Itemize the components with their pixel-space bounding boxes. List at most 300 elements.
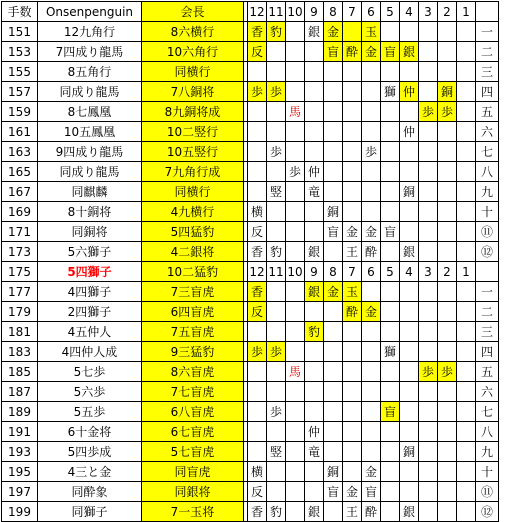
player1-move: 5六獅子 <box>38 242 142 262</box>
board-square <box>343 102 362 122</box>
board-square <box>343 342 362 362</box>
board-square: 銀 <box>400 42 419 62</box>
rank-header <box>476 262 499 282</box>
move-row <box>2 202 499 222</box>
board-square <box>381 322 400 342</box>
board-square <box>457 362 476 382</box>
board-square: 歩 <box>286 162 305 182</box>
rank-label: 五 <box>476 102 499 122</box>
rank-label: 五 <box>476 362 499 382</box>
board-square <box>305 102 324 122</box>
board-square <box>305 462 324 482</box>
board-square: 横 <box>248 202 267 222</box>
board-square: 反 <box>248 302 267 322</box>
board-square: 歩 <box>438 362 457 382</box>
player2-move: 7五盲虎 <box>142 322 244 342</box>
file-label: 1 <box>457 2 476 22</box>
board-square <box>419 282 438 302</box>
move-number: 163 <box>2 142 38 162</box>
board-square <box>362 342 381 362</box>
board-square <box>305 222 324 242</box>
rank-label: 三 <box>476 62 499 82</box>
board-square: 馬 <box>286 102 305 122</box>
board-square: 銀 <box>305 22 324 42</box>
board-square: 仲 <box>400 122 419 142</box>
board-square <box>419 442 438 462</box>
player1-move: 12九角行 <box>38 22 142 42</box>
file-label: 9 <box>305 2 324 22</box>
move-number: 183 <box>2 342 38 362</box>
board-square <box>400 422 419 442</box>
player1-move: 同成り龍馬 <box>38 162 142 182</box>
board-square <box>324 442 343 462</box>
board-square <box>305 482 324 502</box>
board-square <box>286 442 305 462</box>
board-square: 盲 <box>381 42 400 62</box>
board-square: 竪 <box>267 442 286 462</box>
board-square <box>267 462 286 482</box>
board-square <box>400 142 419 162</box>
board-square: 銀 <box>305 242 324 262</box>
rank-label: 八 <box>476 162 499 182</box>
board-square: 王 <box>343 502 362 522</box>
board-square <box>457 302 476 322</box>
file-label: 1 <box>457 262 476 282</box>
board-square <box>305 302 324 322</box>
board-square <box>457 322 476 342</box>
kifu-table <box>1 1 499 522</box>
board-square <box>324 242 343 262</box>
board-square: 馬 <box>286 362 305 382</box>
board-square: 酔 <box>362 242 381 262</box>
board-square <box>343 182 362 202</box>
file-label: 11 <box>267 262 286 282</box>
move-number: 165 <box>2 162 38 182</box>
board-square <box>248 142 267 162</box>
board-square <box>438 402 457 422</box>
board-square <box>419 342 438 362</box>
board-square <box>267 162 286 182</box>
board-square: 歩 <box>248 82 267 102</box>
board-square <box>362 322 381 342</box>
board-square <box>381 362 400 382</box>
file-label: 5 <box>381 262 400 282</box>
move-row <box>2 362 499 382</box>
board-square <box>400 402 419 422</box>
board-square: 獅 <box>381 82 400 102</box>
board-square <box>362 382 381 402</box>
board-square <box>381 182 400 202</box>
board-square: 歩 <box>267 82 286 102</box>
file-label: 11 <box>267 2 286 22</box>
board-square <box>362 62 381 82</box>
board-square <box>457 42 476 62</box>
player2-move: 同銀将 <box>142 482 244 502</box>
board-square <box>381 142 400 162</box>
board-square: 歩 <box>362 142 381 162</box>
board-square <box>324 422 343 442</box>
player1-move: 9四成り龍馬 <box>38 142 142 162</box>
move-row <box>2 422 499 442</box>
board-square: 盲 <box>381 402 400 422</box>
board-square: 竜 <box>305 442 324 462</box>
move-row <box>2 142 499 162</box>
board-square: 歩 <box>438 102 457 122</box>
file-label: 3 <box>419 262 438 282</box>
player2-move: 同横行 <box>142 62 244 82</box>
board-square <box>248 102 267 122</box>
rank-label: 八 <box>476 422 499 442</box>
move-number: 179 <box>2 302 38 322</box>
board-square <box>324 322 343 342</box>
board-square: 横 <box>248 462 267 482</box>
player2-move: 7九角行成 <box>142 162 244 182</box>
board-square <box>438 202 457 222</box>
rank-label: 十 <box>476 462 499 482</box>
player1-move: 8十銅将 <box>38 202 142 222</box>
board-square <box>248 422 267 442</box>
board-square <box>248 442 267 462</box>
board-square <box>286 282 305 302</box>
board-square <box>248 162 267 182</box>
board-square <box>419 202 438 222</box>
board-square: 反 <box>248 222 267 242</box>
rank-label: 四 <box>476 82 499 102</box>
board-square <box>457 62 476 82</box>
rank-label: 四 <box>476 342 499 362</box>
player1-move: 同銅将 <box>38 222 142 242</box>
board-square <box>305 82 324 102</box>
player1-move: 8七鳳凰 <box>38 102 142 122</box>
board-square <box>457 342 476 362</box>
board-square: 銅 <box>400 442 419 462</box>
move-row <box>2 82 499 102</box>
board-square <box>343 62 362 82</box>
board-square: 銅 <box>324 462 343 482</box>
board-square <box>286 122 305 142</box>
file-label: 4 <box>400 2 419 22</box>
board-square: 金 <box>343 222 362 242</box>
player1-move: 同酔象 <box>38 482 142 502</box>
board-square <box>400 322 419 342</box>
board-square <box>438 422 457 442</box>
player2-move: 7三盲虎 <box>142 282 244 302</box>
board-square <box>381 22 400 42</box>
board-square <box>267 302 286 322</box>
board-square: 玉 <box>343 282 362 302</box>
board-square <box>419 302 438 322</box>
board-square <box>286 382 305 402</box>
file-label: 3 <box>419 2 438 22</box>
move-row <box>2 162 499 182</box>
player2-move: 9三猛豹 <box>142 342 244 362</box>
board-square <box>419 482 438 502</box>
board-square: 銅 <box>438 82 457 102</box>
board-square <box>457 122 476 142</box>
player2-move: 同盲虎 <box>142 462 244 482</box>
board-square <box>267 62 286 82</box>
board-square: 盲 <box>362 482 381 502</box>
move-number: 197 <box>2 482 38 502</box>
move-row <box>2 462 499 482</box>
board-square <box>267 322 286 342</box>
player2-move: 4二銀将 <box>142 242 244 262</box>
board-square <box>267 362 286 382</box>
move-number: 167 <box>2 182 38 202</box>
player1-move: 2四獅子 <box>38 302 142 322</box>
board-square <box>438 342 457 362</box>
board-square <box>457 442 476 462</box>
file-label: 5 <box>381 2 400 22</box>
file-label: 8 <box>324 262 343 282</box>
board-square: 銅 <box>400 182 419 202</box>
move-row <box>2 482 499 502</box>
board-square: 盲 <box>324 222 343 242</box>
board-square <box>419 242 438 262</box>
file-label: 2 <box>438 262 457 282</box>
board-square <box>286 302 305 322</box>
board-square <box>400 482 419 502</box>
board-square <box>343 162 362 182</box>
board-square <box>438 282 457 302</box>
board-square: 金 <box>343 482 362 502</box>
board-square <box>324 402 343 422</box>
board-square: 仲 <box>305 162 324 182</box>
board-square <box>419 122 438 142</box>
move-number: 155 <box>2 62 38 82</box>
board-square: 竜 <box>305 182 324 202</box>
player1-move: 4三と金 <box>38 462 142 482</box>
board-square <box>248 382 267 402</box>
board-square <box>381 122 400 142</box>
player1-move: 同成り龍馬 <box>38 82 142 102</box>
board-square <box>305 362 324 382</box>
board-square <box>438 222 457 242</box>
board-square <box>248 122 267 142</box>
board-square <box>324 122 343 142</box>
file-label: 10 <box>286 262 305 282</box>
board-square <box>362 122 381 142</box>
rank-header <box>476 2 499 22</box>
player1-move: 6十金将 <box>38 422 142 442</box>
board-square <box>400 62 419 82</box>
player2-move: 8九銅将成 <box>142 102 244 122</box>
move-number: 171 <box>2 222 38 242</box>
board-square <box>286 142 305 162</box>
board-square <box>305 342 324 362</box>
board-square <box>343 322 362 342</box>
board-square: 酔 <box>343 42 362 62</box>
board-square <box>438 382 457 402</box>
board-square <box>305 202 324 222</box>
board-square <box>457 382 476 402</box>
board-square <box>419 462 438 482</box>
board-square <box>324 362 343 382</box>
board-square: 銀 <box>400 242 419 262</box>
board-square <box>400 342 419 362</box>
move-number: 193 <box>2 442 38 462</box>
player2-move: 7一玉将 <box>142 502 244 522</box>
board-square <box>419 402 438 422</box>
player2-move: 10二竪行 <box>142 122 244 142</box>
board-square <box>400 202 419 222</box>
board-square <box>286 482 305 502</box>
board-square <box>248 322 267 342</box>
board-square: 金 <box>362 42 381 62</box>
board-square <box>343 402 362 422</box>
board-square <box>400 222 419 242</box>
player2-move: 7七盲虎 <box>142 382 244 402</box>
board-square <box>419 422 438 442</box>
move-row <box>2 302 499 322</box>
file-label: 7 <box>343 262 362 282</box>
file-label: 10 <box>286 2 305 22</box>
board-square <box>343 142 362 162</box>
board-square: 銀 <box>305 282 324 302</box>
board-square <box>343 442 362 462</box>
board-square: 反 <box>248 482 267 502</box>
board-square <box>438 162 457 182</box>
board-square <box>286 42 305 62</box>
player2-move: 6四盲虎 <box>142 302 244 322</box>
board-square <box>362 402 381 422</box>
player1-move: 10五鳳凰 <box>38 122 142 142</box>
board-square <box>457 282 476 302</box>
board-square <box>362 422 381 442</box>
move-row <box>2 22 499 42</box>
player1-move: 4四獅子 <box>38 282 142 302</box>
player2-move: 5四猛豹 <box>142 222 244 242</box>
move-row <box>2 42 499 62</box>
board-square <box>324 162 343 182</box>
board-square <box>400 22 419 42</box>
board-square <box>343 82 362 102</box>
board-square <box>286 202 305 222</box>
board-square <box>305 142 324 162</box>
board-square: 盲 <box>381 222 400 242</box>
rank-label: ⑫ <box>476 242 499 262</box>
player2-move: 6八盲虎 <box>142 402 244 422</box>
move-number: 159 <box>2 102 38 122</box>
board-square <box>381 102 400 122</box>
board-square <box>419 322 438 342</box>
player1-move: 5七歩 <box>38 362 142 382</box>
board-square: 仲 <box>305 422 324 442</box>
board-square <box>324 382 343 402</box>
player2-move: 8六横行 <box>142 22 244 42</box>
board-square <box>381 202 400 222</box>
board-square: 香 <box>248 502 267 522</box>
board-square <box>419 22 438 42</box>
move-number: 189 <box>2 402 38 422</box>
board-square <box>286 322 305 342</box>
board-square <box>305 42 324 62</box>
board-square: 金 <box>362 302 381 322</box>
board-square <box>305 62 324 82</box>
board-square <box>419 42 438 62</box>
board-square <box>305 122 324 142</box>
board-square: 王 <box>343 242 362 262</box>
rank-label: 一 <box>476 282 499 302</box>
file-label: 7 <box>343 2 362 22</box>
board-square <box>343 422 362 442</box>
file-label: 12 <box>248 262 267 282</box>
rank-label: 二 <box>476 42 499 62</box>
rank-label: 七 <box>476 402 499 422</box>
board-square <box>457 82 476 102</box>
rank-label: 六 <box>476 382 499 402</box>
board-square <box>286 242 305 262</box>
board-square <box>362 82 381 102</box>
board-square <box>286 342 305 362</box>
board-square <box>419 382 438 402</box>
board-square <box>286 402 305 422</box>
board-square <box>400 362 419 382</box>
board-square: 香 <box>248 242 267 262</box>
board-square <box>457 142 476 162</box>
move-row <box>2 282 499 302</box>
board-square <box>324 82 343 102</box>
board-square <box>381 282 400 302</box>
board-square: 豹 <box>305 322 324 342</box>
board-square <box>381 162 400 182</box>
rank-label: 一 <box>476 22 499 42</box>
move-number: 177 <box>2 282 38 302</box>
board-square: 歩 <box>248 342 267 362</box>
board-square: 銀 <box>305 502 324 522</box>
board-square <box>362 162 381 182</box>
player2-move: 8六盲虎 <box>142 362 244 382</box>
board-square: 歩 <box>267 142 286 162</box>
rank-label: ⑪ <box>476 222 499 242</box>
move-number: 185 <box>2 362 38 382</box>
board-square <box>324 342 343 362</box>
file-label: 12 <box>248 2 267 22</box>
board-square <box>324 302 343 322</box>
board-square <box>343 382 362 402</box>
move-row <box>2 102 499 122</box>
move-row <box>2 442 499 462</box>
board-square <box>362 442 381 462</box>
player2-move: 同横行 <box>142 182 244 202</box>
board-square <box>286 82 305 102</box>
board-square: 豹 <box>267 242 286 262</box>
board-square <box>400 462 419 482</box>
board-square <box>381 482 400 502</box>
board-square <box>457 482 476 502</box>
board-square <box>457 222 476 242</box>
move-row <box>2 242 499 262</box>
board-square <box>286 62 305 82</box>
board-square <box>457 462 476 482</box>
file-label: 6 <box>362 2 381 22</box>
board-square <box>457 102 476 122</box>
board-square <box>248 62 267 82</box>
move-row <box>2 182 499 202</box>
board-square: 盲 <box>324 42 343 62</box>
file-label: 4 <box>400 262 419 282</box>
rank-label: 九 <box>476 182 499 202</box>
board-square <box>438 442 457 462</box>
board-square <box>457 182 476 202</box>
board-square <box>267 482 286 502</box>
player2-move: 5七盲虎 <box>142 442 244 462</box>
board-square <box>362 282 381 302</box>
rank-label: ⑪ <box>476 482 499 502</box>
board-square <box>400 102 419 122</box>
board-square <box>324 62 343 82</box>
board-square <box>457 402 476 422</box>
